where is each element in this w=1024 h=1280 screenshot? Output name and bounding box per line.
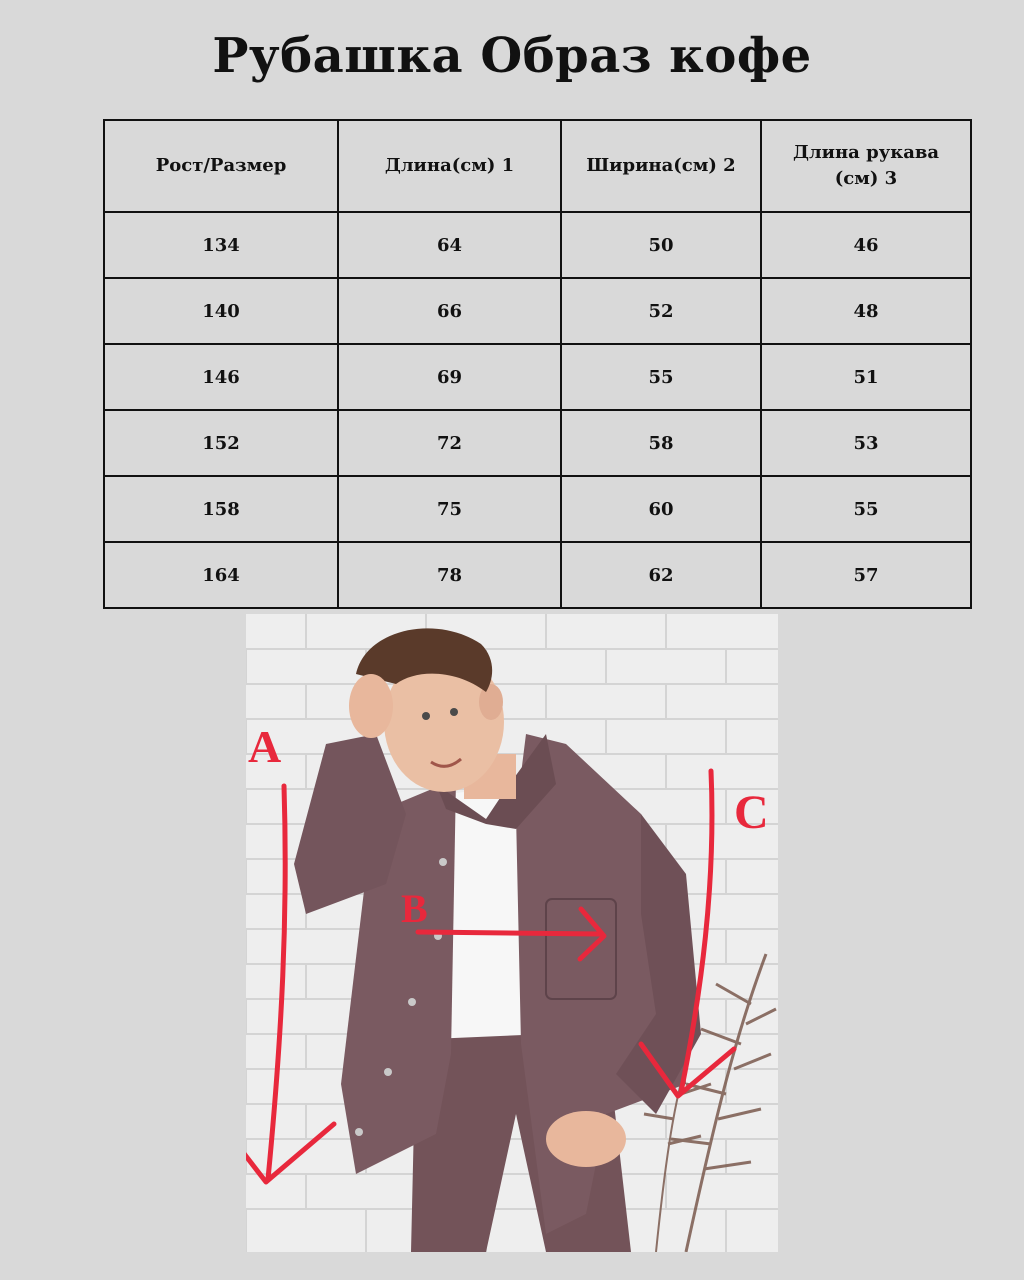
table-cell: 57 bbox=[761, 542, 971, 608]
size-chart-table bbox=[103, 119, 972, 609]
table-cell: 152 bbox=[104, 410, 338, 476]
table-cell: 164 bbox=[104, 542, 338, 608]
table-cell: 60 bbox=[561, 476, 761, 542]
table-cell: 134 bbox=[104, 212, 338, 278]
table-row bbox=[104, 212, 971, 278]
table-cell: 78 bbox=[338, 542, 561, 608]
table-cell: 50 bbox=[561, 212, 761, 278]
header-length: Длина(см) 1 bbox=[338, 120, 561, 212]
table-cell: 48 bbox=[761, 278, 971, 344]
label-b: B bbox=[401, 886, 428, 931]
table-cell: 52 bbox=[561, 278, 761, 344]
page-title: Рубашка Образ кофе bbox=[212, 28, 812, 84]
table-cell: 158 bbox=[104, 476, 338, 542]
product-photo bbox=[246, 614, 778, 1252]
label-c: C bbox=[734, 786, 769, 839]
table-cell: 64 bbox=[338, 212, 561, 278]
measurement-illustration bbox=[246, 614, 778, 1252]
right-eye bbox=[450, 708, 458, 716]
label-a: A bbox=[248, 721, 282, 772]
table-cell: 72 bbox=[338, 410, 561, 476]
table-header-row bbox=[104, 120, 971, 212]
table-row bbox=[104, 410, 971, 476]
table-cell: 146 bbox=[104, 344, 338, 410]
table-row bbox=[104, 278, 971, 344]
table-cell: 140 bbox=[104, 278, 338, 344]
table-cell: 55 bbox=[561, 344, 761, 410]
table-cell: 51 bbox=[761, 344, 971, 410]
header-width: Ширина(см) 2 bbox=[561, 120, 761, 212]
table-row bbox=[104, 476, 971, 542]
table-row bbox=[104, 344, 971, 410]
table-cell: 46 bbox=[761, 212, 971, 278]
table-cell: 58 bbox=[561, 410, 761, 476]
header-height-size: Рост/Размер bbox=[104, 120, 338, 212]
hand-on-head bbox=[349, 674, 393, 738]
table-row bbox=[104, 542, 971, 608]
table-cell: 55 bbox=[761, 476, 971, 542]
arrow-b-line bbox=[418, 932, 601, 934]
table-cell: 62 bbox=[561, 542, 761, 608]
table-cell: 53 bbox=[761, 410, 971, 476]
table-cell: 69 bbox=[338, 344, 561, 410]
header-sleeve-length: Длина рукава (см) 3 bbox=[761, 120, 971, 212]
table-cell: 66 bbox=[338, 278, 561, 344]
table-cell: 75 bbox=[338, 476, 561, 542]
left-eye bbox=[422, 712, 430, 720]
hand bbox=[546, 1111, 626, 1167]
